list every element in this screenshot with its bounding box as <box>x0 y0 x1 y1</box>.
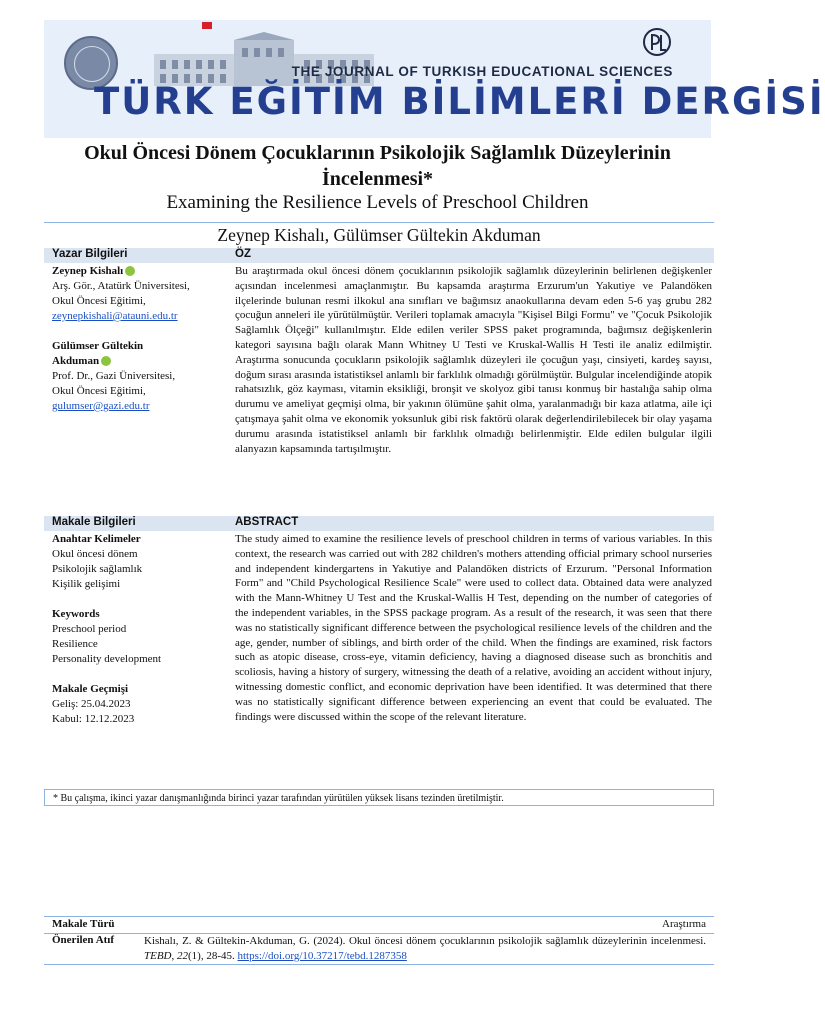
author2-affiliation: Prof. Dr., Gazi Üniversitesi, <box>52 370 176 382</box>
article-type-label: Makale Türü <box>52 918 115 930</box>
keyword-tr-item: Psikolojik sağlamlık <box>52 563 143 575</box>
title-turkish: Okul Öncesi Dönem Çocuklarının Psikolojik Sağlamlık Düzeylerinin İncelenmesi* <box>84 142 671 190</box>
title-english: Examining the Resilience Levels of Preschool Children <box>166 192 589 213</box>
author2-department: Okul Öncesi Eğitimi, <box>52 385 146 397</box>
doi-link[interactable]: https://doi.org/10.37217/tebd.1287358 <box>237 950 407 962</box>
section-header-author-info <box>44 248 714 263</box>
received-date: Geliş: 25.04.2023 <box>52 698 131 710</box>
journal-english-name: THE JOURNAL OF TURKISH EDUCATIONAL SCIENCES <box>291 64 673 79</box>
author1-email-link[interactable]: zeynepkishali@atauni.edu.tr <box>52 310 178 322</box>
footnote: * Bu çalışma, ikinci yazar danışmanlığında birinci yazar tarafından yürütülen yüksek lisans tezinden üretilmiştir. <box>44 789 714 806</box>
author2-name-line2: Akduman <box>52 355 100 367</box>
citation-text: Kishalı, Z. & Gültekin-Akduman, G. (2024). Okul öncesi dönem çocuklarının psikolojik sağlamlık düzeylerinin incelenmesi. TEBD, 22(1), 28-45. https://doi.org/10.37217/tebd.1287358 <box>144 935 706 962</box>
citation-journal: TEBD <box>144 950 172 962</box>
section-header-article-info <box>44 516 714 531</box>
orcid-icon[interactable] <box>125 266 135 276</box>
keyword-en-item: Personality development <box>52 653 162 665</box>
authors-line: Zeynep Kishalı, Gülümser Gültekin Akduman <box>217 225 541 245</box>
author-info-column <box>52 264 230 414</box>
article-info-column <box>52 532 230 727</box>
orcid-icon[interactable] <box>101 356 111 366</box>
journal-banner <box>44 20 825 138</box>
keyword-tr-item: Kişilik gelişimi <box>52 578 121 590</box>
divider <box>44 964 714 965</box>
keywords-tr-heading: Anahtar Kelimeler <box>52 533 141 545</box>
divider <box>44 222 714 223</box>
citation-body: Kishalı, Z. & Gültekin-Akduman, G. (2024). Okul öncesi dönem çocuklarının psikolojik sağlamlık düzeylerinin incelenmesi. <box>144 935 706 947</box>
citation-issue-pages: (1), 28-45. <box>188 950 235 962</box>
article-type-value: Araştırma <box>662 918 706 930</box>
citation-label: Önerilen Atıf <box>52 934 115 946</box>
author1-name: Zeynep Kishalı <box>52 265 124 277</box>
keyword-en-item: Resilience <box>52 638 98 650</box>
author-info-heading: Yazar Bilgileri <box>52 248 128 260</box>
journal-logo-icon <box>641 26 673 58</box>
journal-turkish-name: TÜRK EĞİTİM BİLİMLERİ DERGİSİ <box>94 80 825 123</box>
accepted-date: Kabul: 12.12.2023 <box>52 713 135 725</box>
divider <box>44 916 714 917</box>
keywords-en-heading: Keywords <box>52 608 100 620</box>
flag-icon <box>202 22 212 29</box>
author1-department: Okul Öncesi Eğitimi, <box>52 295 146 307</box>
article-info-heading: Makale Bilgileri <box>52 516 136 528</box>
author2-name-line1: Gülümser Gültekin <box>52 340 144 352</box>
author2-email-link[interactable]: gulumser@gazi.edu.tr <box>52 400 150 412</box>
keyword-en-item: Preschool period <box>52 623 127 635</box>
english-abstract-text: The study aimed to examine the resilience levels of preschool children in terms of various variables. In this context, the research was carried out with 282 children's mothers attending official primary school nurseries and independent kindergartens in Yakutiye and Palandöken districts of Erzurum. "Personal Information Form" and "Child Psychological Resilience Scale" were used to collect data. Obtained data were analyzed with the Mann-Whitney U Test and the Kruskal-Wallis H Test, depending on the number of categories of the independent variables, in the SPSS package program. As a result of the research, it was seen that there was no statistically significant difference between the psychological resilience levels of the children and the age, gender, number of siblings, and birth order of the child. When the findings are examined, risk factors such as atopic disease, cross-eye, vitamin deficiency, having a diagnosed disease such as bronchitis and scoliosis, having a history of surgery, witnessing the death of a relative, avoiding an accident without injury, witnessing domestic conflict, and economic deprivation have been identified. It was determined that there was no statistically significant difference between experiencing an event that could be evaluated. The findings were discussed within the scope of the relevant literature. <box>235 533 712 723</box>
oz-abstract-text: Bu araştırmada okul öncesi dönem çocuklarının psikolojik sağlamlık düzeylerinin belirlenen değişkenler açısından incelenmesi amaçlanmıştır. Bu kapsamda araştırma Erzurum'un Yakutiye ve Palandöken ilçelerinde bulunan resmi ilkokul ana sınıfları ve bağımsız anaokullarına devam eden 5-6 yaş grubu 282 çocuğun anneleri ile yürütülmüştür. Verileri toplamak amacıyla "Kişisel Bilgi Formu" ve "Çocuk Psikolojik Sağlamlık Ölçeği" kullanılmıştır. Elde edilen veriler SPSS paket programında, bağımsız değişkenlerin kategori sayısına bağlı olarak Mann Whitney U Testi ve Kruskal-Wallis H Testi ile analiz edilmiştir. Araştırma sonucunda çocukların psikolojik sağlamlık düzeyleri ile çocuğun yaşı, cinsiyeti, kardeş sayısı, doğum sırası arasında istatistiksel anlamlı bir farklılık olmadığı görülmüştür. Bulgular incelendiğinde atopik rahatsızlık, göz kayması, vitamin eksikliği, bronşit ve skolyoz gibi tanısı konmuş bir hastalığa sahip olma durumu ve ameliyat geçmişi olma, bir yakının ölümüne şahit olma, yaralanmadığı bir kaza atlatma, aile içi çatışmaya şahit olma ve ekonomik yoksunluk gibi risk faktörü olarak değerlendirilebilecek bir olay yaşama durumu arasında istatistiksel anlamlı bir farklılık olmadığı belirlenmiştir. Elde edilen bulgular ilgili alanyazın kapsamında tartışılmıştır. <box>235 265 712 455</box>
oz-heading: ÖZ <box>235 248 251 260</box>
abstract-heading: ABSTRACT <box>235 516 299 528</box>
author1-affiliation: Arş. Gör., Atatürk Üniversitesi, <box>52 280 190 292</box>
history-heading: Makale Geçmişi <box>52 683 129 695</box>
keyword-tr-item: Okul öncesi dönem <box>52 548 138 560</box>
citation-volume: 22 <box>177 950 188 962</box>
